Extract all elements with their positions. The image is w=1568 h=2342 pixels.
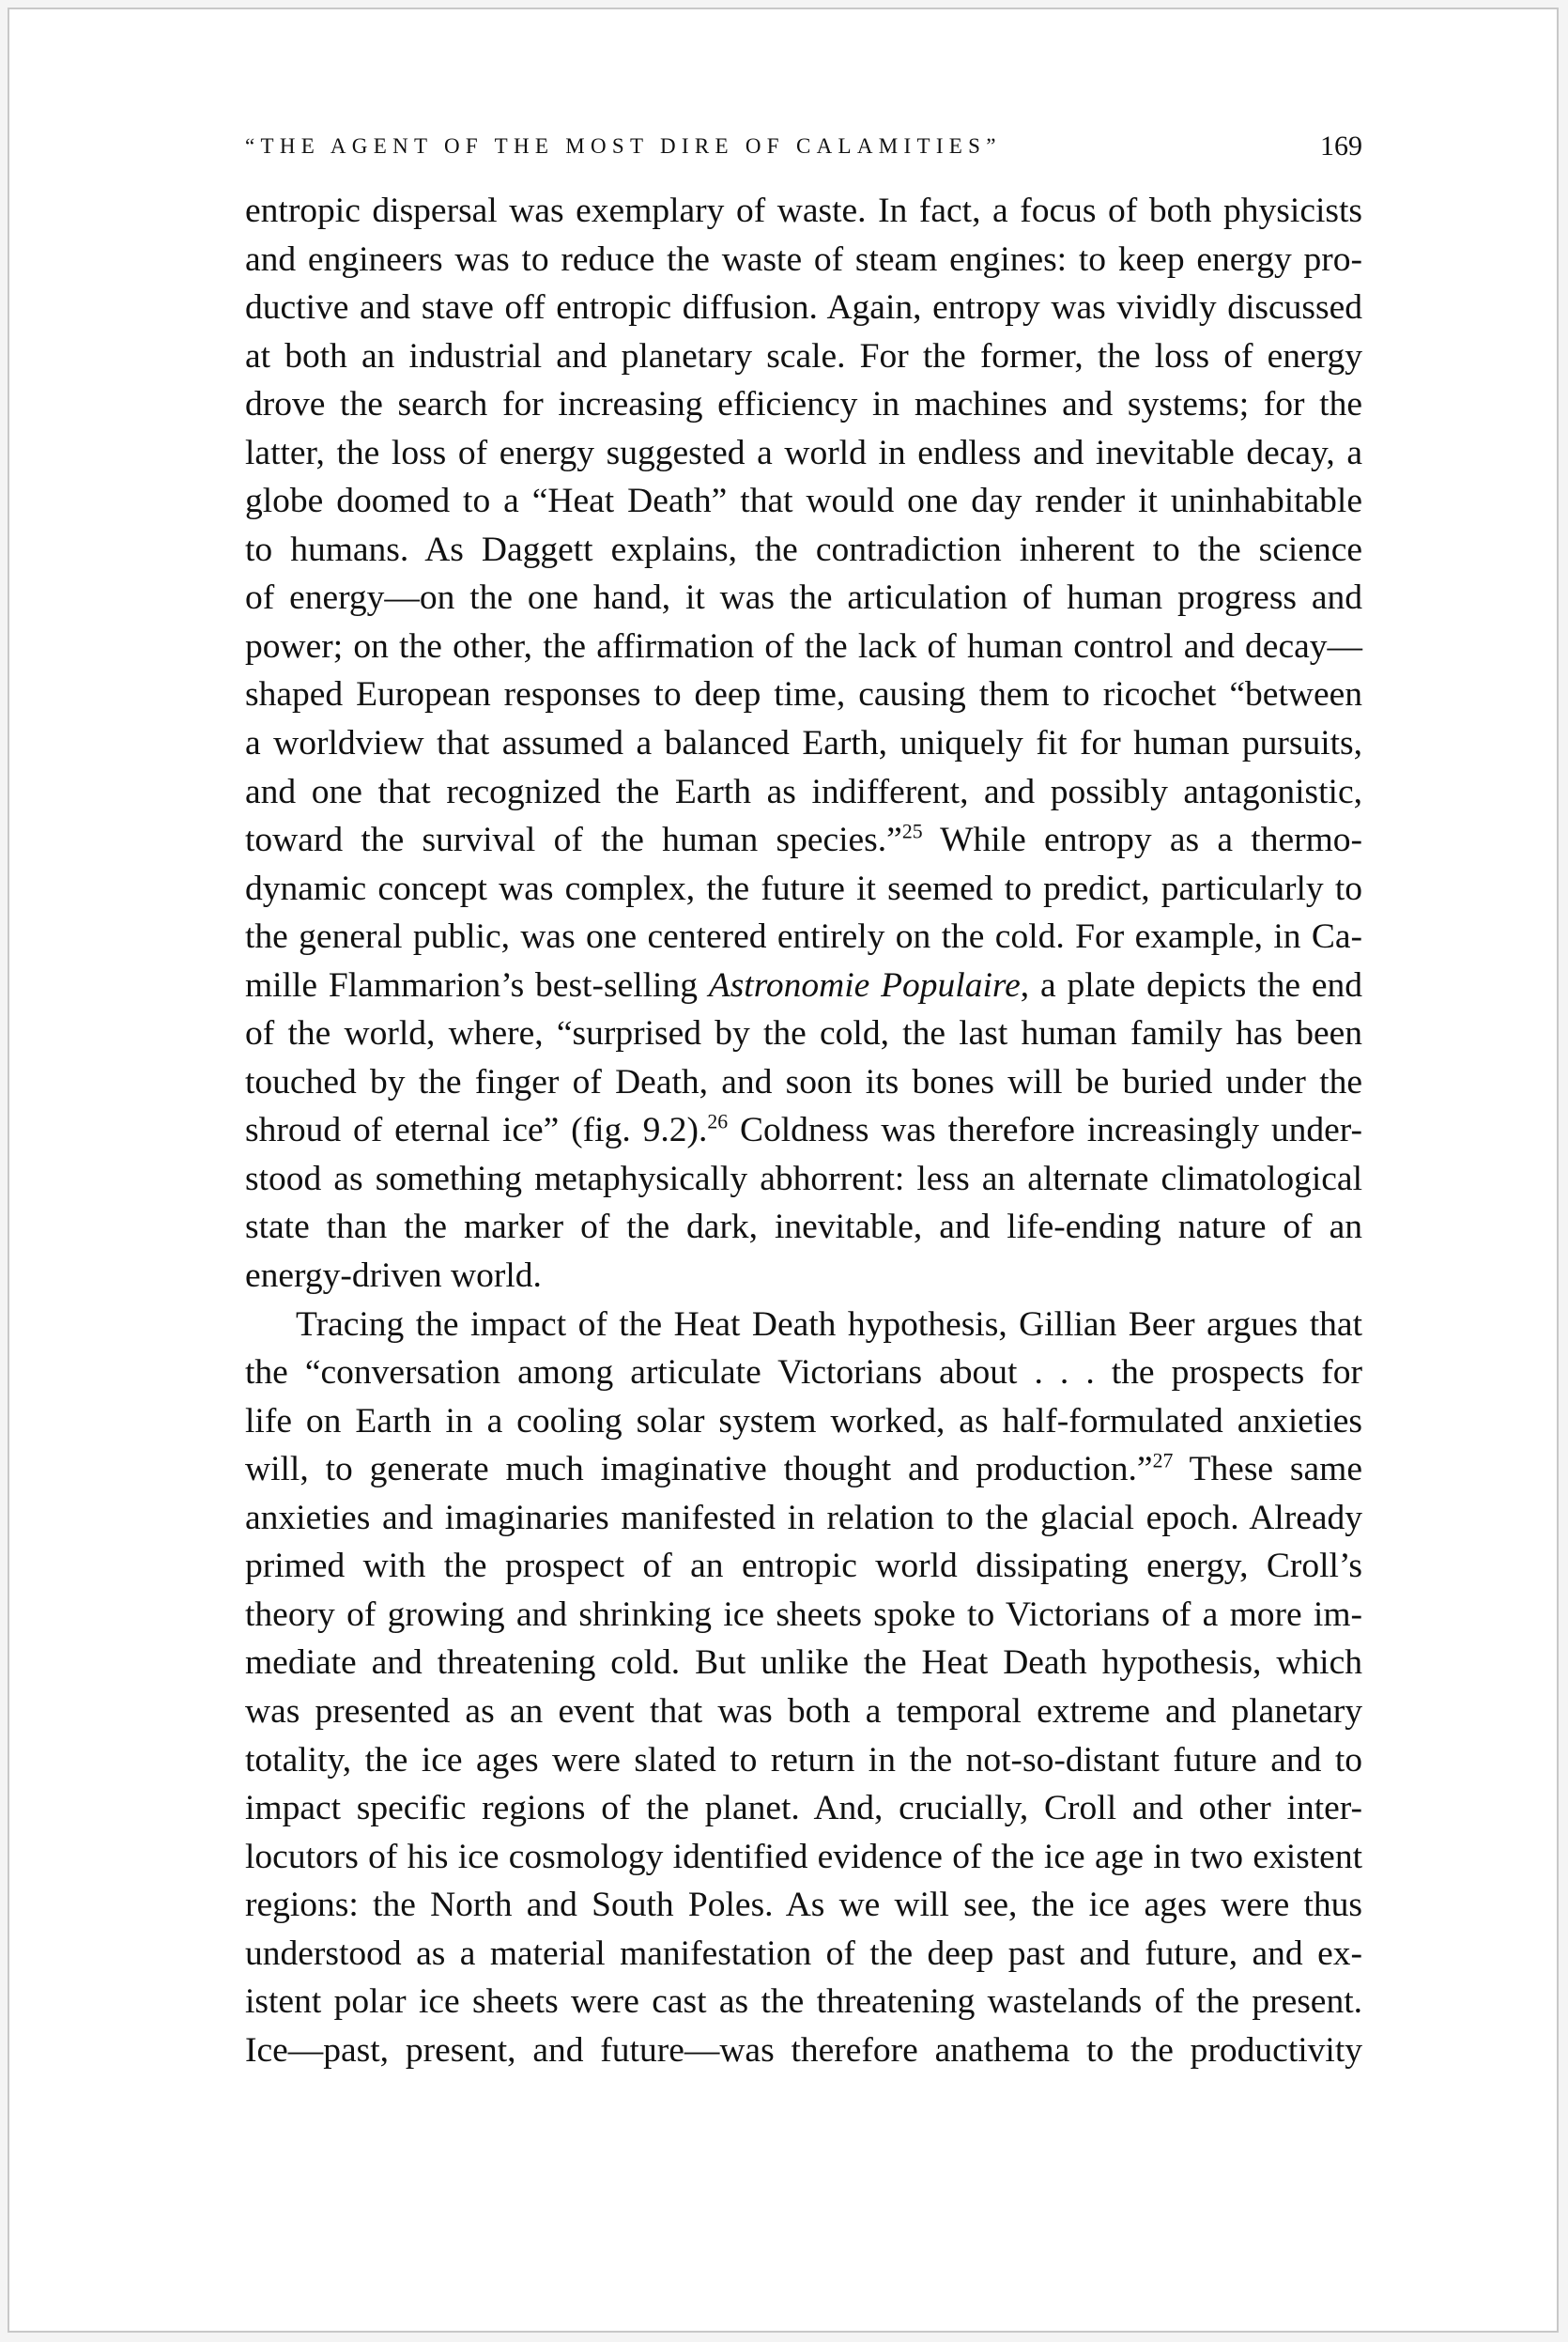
running-title: “THE AGENT OF THE MOST DIRE OF CALAMITIES” [245, 134, 1002, 158]
text-line: drove the search for increasing efficiency in machines and systems; for the [245, 385, 1362, 424]
text-line: toward the survival of the human species.”$^{25}$ While entropy as a thermo- [245, 820, 1363, 860]
paragraph [245, 1301, 1362, 2075]
paragraph [245, 187, 1362, 1301]
text-line: was presented as an event that was both a temporal extreme and planetary [245, 1691, 1362, 1731]
text-line: mediate and threatening cold. But unlike the Heat Death hypothesis, which [245, 1643, 1362, 1683]
text-line: globe doomed to a “Heat Death” that would one day render it uninhabitable [245, 482, 1362, 521]
text-line: mille Flammarion’s best-selling Astronomie Populaire, a plate depicts the end [245, 965, 1363, 1005]
text-line: power; on the other, the affirmation of the lack of human control and decay— [245, 626, 1362, 666]
text-line: shroud of eternal ice” (fig. 9.2).$^{26}$ Coldness was therefore increasingly under- [245, 1110, 1362, 1150]
text-line: dynamic concept was complex, the future it seemed to predict, particularly to [245, 869, 1362, 908]
book-title-italic: Astronomie Populaire [708, 965, 1021, 1005]
text-line: totality, the ice ages were slated to return in the not-so-distant future and to [245, 1740, 1362, 1780]
text-line: regions: the North and South Poles. As we will see, the ice ages were thus [245, 1886, 1362, 1925]
text-line: at both an industrial and planetary scale. For the former, the loss of energy [245, 336, 1362, 376]
text-line: life on Earth in a cooling solar system worked, as half-formulated anxieties [245, 1401, 1362, 1441]
text-line: understood as a material manifestation of the deep past and future, and ex- [245, 1934, 1362, 1973]
text-line: of the world, where, “surprised by the cold, the last human family has been [245, 1014, 1362, 1054]
text-line: state than the marker of the dark, inevitable, and life-ending nature of an [245, 1208, 1362, 1247]
body-text [245, 187, 1362, 2074]
text-line: anxieties and imaginaries manifested in relation to the glacial epoch. Already [245, 1498, 1362, 1537]
text-line: latter, the loss of energy suggested a world in endless and inevitable decay, a [245, 433, 1362, 472]
text-line: primed with the prospect of an entropic world dissipating energy, Croll’s [245, 1547, 1362, 1586]
footnote-reference: 25 [901, 820, 923, 843]
text-line: Ice—past, present, and future—was therefore anathema to the productivity [245, 2030, 1362, 2070]
book-page [8, 8, 1559, 2333]
text-line: entropic dispersal was exemplary of waste. In fact, a focus of both physicists [245, 192, 1362, 230]
text-line: ductive and stave off entropic diffusion. Again, entropy was vividly discussed [245, 288, 1362, 328]
text-line: Tracing the impact of the Heat Death hypothesis, Gillian Beer argues that [296, 1304, 1362, 1344]
text-line: theory of growing and shrinking ice sheets spoke to Victorians of a more im- [245, 1595, 1362, 1634]
text-line: impact specific regions of the planet. And, crucially, Croll and other inter- [245, 1789, 1362, 1828]
text-line: and one that recognized the Earth as indifferent, and possibly antagonistic, [245, 772, 1362, 811]
text-line: of energy—on the one hand, it was the articulation of human progress and [245, 578, 1362, 618]
text-line: stood as something metaphysically abhorrent: less an alternate climatological [245, 1159, 1362, 1198]
text-line: and engineers was to reduce the waste of steam engines: to keep energy pro- [245, 239, 1362, 279]
running-head [245, 128, 1362, 165]
text-line: energy-driven world. [245, 1256, 542, 1296]
text-line: locutors of his ice cosmology identified evidence of the ice age in two existent [245, 1837, 1362, 1876]
text-line: to humans. As Daggett explains, the contradiction inherent to the science [245, 530, 1362, 569]
text-line: the general public, was one centered entirely on the cold. For example, in Ca- [245, 917, 1362, 957]
text-line: touched by the finger of Death, and soon its bones will be buried under the [245, 1062, 1362, 1102]
footnote-reference: 26 [707, 1110, 729, 1133]
page-number: 169 [1320, 131, 1362, 162]
text-line: will, to generate much imaginative thought and production.”$^{27}$ These same [245, 1449, 1362, 1489]
text-line: the “conversation among articulate Victorians about . . . the prospects for [245, 1353, 1362, 1393]
footnote-reference: 27 [1152, 1449, 1174, 1472]
text-line: istent polar ice sheets were cast as the threatening wastelands of the present. [245, 1982, 1362, 2022]
text-line: shaped European responses to deep time, causing them to ricochet “between [245, 675, 1362, 715]
text-line: a worldview that assumed a balanced Earth, uniquely fit for human pursuits, [245, 724, 1362, 763]
